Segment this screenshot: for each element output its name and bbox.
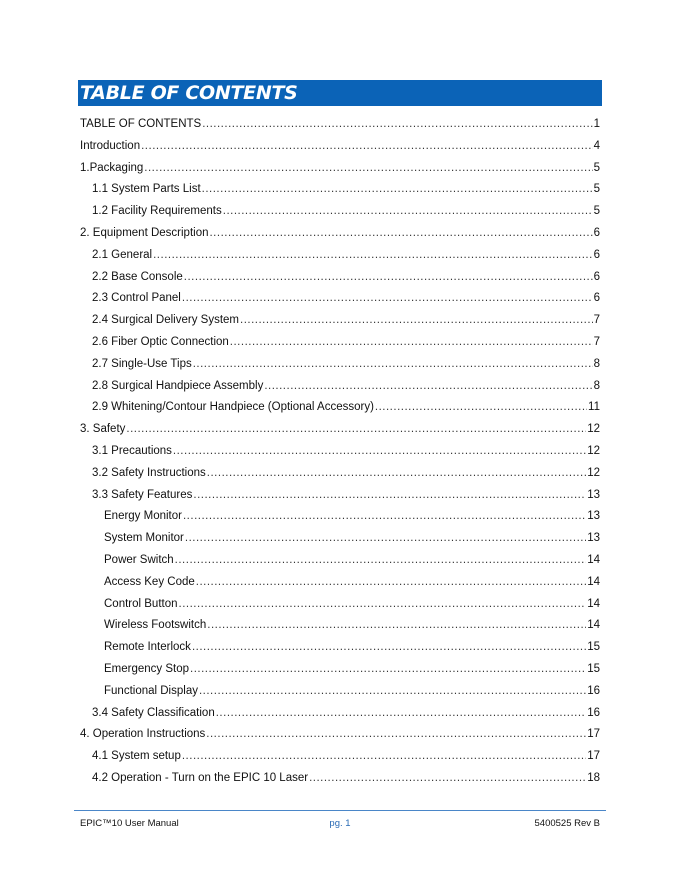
toc-dot-leader (193, 354, 593, 376)
table-of-contents (80, 114, 600, 790)
toc-entry[interactable] (80, 179, 600, 201)
toc-dot-leader (183, 506, 586, 528)
toc-entry[interactable] (80, 463, 600, 485)
toc-entry-title: Control Button (104, 597, 178, 610)
toc-entry[interactable] (80, 397, 600, 419)
toc-entry-page: 5 (593, 183, 600, 196)
toc-entry[interactable] (80, 223, 600, 245)
toc-entry-page: 5 (593, 161, 600, 174)
toc-entry-title: 3.2 Safety Instructions (92, 466, 206, 479)
toc-entry-page: 14 (587, 575, 600, 588)
toc-entry-page: 18 (587, 771, 600, 784)
toc-entry-page: 8 (593, 379, 600, 392)
toc-entry-page: 8 (593, 357, 600, 370)
toc-entry-page: 12 (587, 444, 600, 457)
toc-entry[interactable] (80, 310, 600, 332)
toc-entry-page: 4 (593, 139, 600, 152)
toc-entry[interactable] (80, 572, 600, 594)
footer-document-number: 5400525 Rev B (534, 818, 600, 829)
toc-entry[interactable] (80, 441, 600, 463)
toc-entry-title: 2.7 Single-Use Tips (92, 357, 192, 370)
toc-entry-page: 14 (587, 619, 600, 632)
toc-entry[interactable] (80, 114, 600, 136)
toc-entry-title: 4.2 Operation - Turn on the EPIC 10 Laser (92, 771, 309, 784)
toc-dot-leader (209, 223, 592, 245)
toc-entry-page: 16 (587, 706, 600, 719)
toc-entry[interactable] (80, 354, 600, 376)
toc-dot-leader (126, 419, 586, 441)
toc-entry-title: 2.1 General (92, 248, 153, 261)
toc-entry-title: Introduction (80, 139, 141, 152)
toc-entry[interactable] (80, 703, 600, 725)
toc-entry-page: 11 (588, 401, 600, 414)
toc-dot-leader (185, 528, 586, 550)
toc-dot-leader (202, 179, 593, 201)
toc-dot-leader (207, 463, 586, 485)
toc-heading: TABLE OF CONTENTS (80, 82, 298, 104)
toc-entry-title: 2.9 Whitening/Contour Handpiece (Optional Accessory) (92, 401, 374, 414)
toc-entry-title: Energy Monitor (104, 510, 182, 523)
toc-dot-leader (375, 397, 587, 419)
toc-entry-page: 15 (587, 662, 600, 675)
toc-entry[interactable] (80, 637, 600, 659)
toc-entry-page: 17 (587, 728, 600, 741)
toc-entry[interactable] (80, 681, 600, 703)
toc-entry[interactable] (80, 245, 600, 267)
toc-entry-page: 6 (593, 226, 600, 239)
toc-dot-leader (182, 746, 586, 768)
toc-dot-leader (230, 332, 593, 354)
toc-entry-title: 2.2 Base Console (92, 270, 183, 283)
toc-dot-leader (175, 550, 587, 572)
toc-entry[interactable] (80, 746, 600, 768)
toc-entry-page: 6 (593, 292, 600, 305)
toc-entry-page: 12 (587, 466, 600, 479)
toc-entry-title: 3.3 Safety Features (92, 488, 193, 501)
toc-entry-title: 3. Safety (80, 423, 126, 436)
toc-entry-title: 2.4 Surgical Delivery System (92, 314, 239, 327)
toc-entry-title: Power Switch (104, 553, 174, 566)
toc-dot-leader (153, 245, 592, 267)
toc-entry[interactable] (80, 594, 600, 616)
toc-dot-leader (206, 724, 586, 746)
toc-entry-page: 14 (587, 597, 600, 610)
toc-entry[interactable] (80, 376, 600, 398)
toc-entry-title: 2.6 Fiber Optic Connection (92, 335, 229, 348)
toc-entry-page: 17 (587, 750, 600, 763)
toc-dot-leader (202, 114, 592, 136)
toc-entry[interactable] (80, 615, 600, 637)
toc-entry[interactable] (80, 201, 600, 223)
toc-entry-page: 7 (593, 335, 600, 348)
toc-entry[interactable] (80, 724, 600, 746)
toc-dot-leader (199, 681, 586, 703)
toc-heading-bar (78, 80, 602, 106)
toc-entry-title: 3.4 Safety Classification (92, 706, 215, 719)
toc-dot-leader (190, 659, 586, 681)
toc-entry-title: Wireless Footswitch (104, 619, 207, 632)
footer-divider (74, 810, 606, 811)
toc-entry-title: 1.Packaging (80, 161, 144, 174)
toc-entry-page: 13 (587, 488, 600, 501)
toc-dot-leader (192, 637, 586, 659)
toc-entry[interactable] (80, 506, 600, 528)
toc-entry-page: 14 (587, 553, 600, 566)
toc-entry-title: 4.1 System setup (92, 750, 181, 763)
footer-page-number: pg. 1 (329, 818, 351, 829)
toc-entry-title: 1.1 System Parts List (92, 183, 201, 196)
toc-dot-leader (223, 201, 593, 223)
toc-dot-leader (309, 768, 586, 790)
toc-entry-title: 3.1 Precautions (92, 444, 172, 457)
toc-entry-page: 6 (593, 270, 600, 283)
toc-entry-page: 13 (587, 510, 600, 523)
toc-entry[interactable] (80, 768, 600, 790)
toc-entry-page: 5 (593, 205, 600, 218)
toc-entry[interactable] (80, 158, 600, 180)
toc-entry-title: 2. Equipment Description (80, 226, 209, 239)
toc-entry[interactable] (80, 136, 600, 158)
toc-dot-leader (144, 158, 592, 180)
toc-entry-title: Functional Display (104, 684, 198, 697)
toc-dot-leader (240, 310, 593, 332)
toc-entry[interactable] (80, 485, 600, 507)
toc-entry[interactable] (80, 528, 600, 550)
toc-entry-page: 7 (593, 314, 600, 327)
toc-entry[interactable] (80, 332, 600, 354)
toc-dot-leader (182, 288, 593, 310)
toc-entry-page: 15 (587, 641, 600, 654)
toc-dot-leader (184, 267, 593, 289)
toc-dot-leader (264, 376, 592, 398)
toc-entry-title: 4. Operation Instructions (80, 728, 206, 741)
toc-dot-leader (179, 594, 587, 616)
toc-entry-title: TABLE OF CONTENTS (80, 118, 202, 130)
toc-entry-title: 2.8 Surgical Handpiece Assembly (92, 379, 264, 392)
toc-entry-page: 12 (587, 423, 600, 436)
toc-dot-leader (216, 703, 586, 725)
toc-entry-title: Access Key Code (104, 575, 195, 588)
toc-entry[interactable] (80, 288, 600, 310)
toc-entry-page: 16 (587, 684, 600, 697)
toc-dot-leader (141, 136, 592, 158)
toc-entry-page: 1 (593, 118, 600, 130)
toc-dot-leader (207, 615, 586, 637)
toc-entry-title: Emergency Stop (104, 662, 190, 675)
toc-entry[interactable] (80, 267, 600, 289)
toc-dot-leader (193, 485, 586, 507)
toc-entry-title: 2.3 Control Panel (92, 292, 181, 305)
toc-entry[interactable] (80, 550, 600, 572)
toc-entry-page: 13 (587, 532, 600, 545)
toc-dot-leader (196, 572, 586, 594)
footer-document-title: EPIC™10 User Manual (80, 818, 179, 829)
toc-entry-page: 6 (593, 248, 600, 261)
toc-entry-title: Remote Interlock (104, 641, 191, 654)
toc-entry[interactable] (80, 419, 600, 441)
toc-entry[interactable] (80, 659, 600, 681)
toc-entry-title: System Monitor (104, 532, 184, 545)
toc-dot-leader (173, 441, 586, 463)
toc-entry-title: 1.2 Facility Requirements (92, 205, 222, 218)
